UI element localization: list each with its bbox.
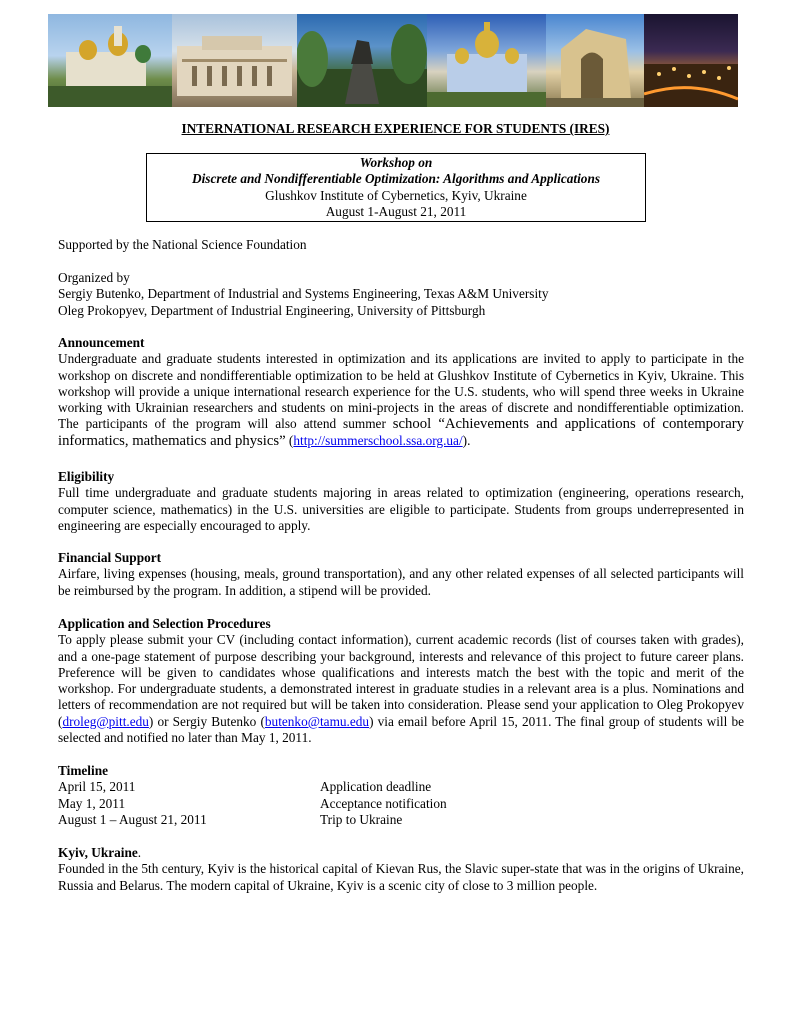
timeline-event: Acceptance notification (320, 795, 447, 811)
st-michael-monastery-photo (427, 14, 546, 107)
opera-house-photo (172, 14, 297, 107)
monument-photo (297, 14, 427, 107)
timeline-date: April 15, 2011 (58, 779, 136, 795)
timeline-row (58, 812, 744, 828)
timeline-event: Trip to Ukraine (320, 811, 403, 827)
eligibility-text: Full time undergraduate and graduate students majoring in areas related to optimization (engineering, operations research, computer science, mathematics) in the U.S. universities are eligible to participate. Students from groups underrepresented in engineering are especially encouraged to apply. (58, 485, 744, 533)
financial-support-text: Airfare, living expenses (housing, meals, ground transportation), and any other related expenses of all selected participants will be reimbursed by the program. In addition, a stipend will be provided. (58, 566, 744, 598)
summer-school-link[interactable]: http://summerschool.ssa.org.ua/ (293, 432, 463, 448)
kyiv-section (58, 845, 744, 894)
eligibility-heading: Eligibility (58, 469, 115, 484)
night-city-photo (644, 14, 738, 107)
organizer-butenko: Sergiy Butenko, Department of Industrial and Systems Engineering, Texas A&M University (58, 286, 549, 302)
application-heading: Application and Selection Procedures (58, 616, 271, 631)
announcement-section (58, 335, 744, 449)
kyiv-heading-line: Kyiv, Ukraine. (58, 845, 142, 860)
workshop-title: Discrete and Nondifferentiable Optimization: Algorithms and Applications (191, 171, 601, 187)
golden-gate-photo (546, 14, 644, 107)
email-link-prokopyev[interactable]: droleg@pitt.edu (62, 713, 149, 729)
timeline-section (58, 763, 744, 828)
kyiv-lavra-photo (48, 14, 172, 107)
support-line: Supported by the National Science Foundation (58, 237, 307, 252)
workshop-dates: August 1-August 21, 2011 (325, 203, 467, 219)
workshop-location: Glushkov Institute of Cybernetics, Kyiv, Ukraine (265, 187, 527, 203)
announcement-heading: Announcement (58, 335, 145, 350)
timeline-row (58, 779, 744, 795)
email-link-butenko[interactable]: butenko@tamu.edu (264, 713, 370, 729)
timeline-date: August 1 – August 21, 2011 (58, 811, 207, 827)
summer-school-name: school “Achievements and applications of contemporary informatics, mathematics and physics” (58, 416, 744, 449)
organizer-prokopyev: Oleg Prokopyev, Department of Industrial Engineering, University of Pittsburgh (58, 302, 486, 318)
application-text: To apply please submit your CV (including contact information), current academic records (list of courses taken with grades), and a one-page statement of purpose describing your background, interests and relevance of this project to future career plans. Preference will be given to candidates whose qualifications and interests match the best with the topic and merit of the workshop. For undergraduate students, a demonstrated interest in graduate studies in a relevant area is a plus. Nominations and letters of recommendation are not required but will be taken into consideration. Please send your application to Oleg Prokopyev (droleg@pitt.edu) or Sergiy Butenko (butenko@tamu.edu) via email before April 15, 2011. The final group of students will be selected and notified no later than May 1, 2011. (58, 632, 745, 746)
timeline-row (58, 796, 744, 812)
timeline-event: Application deadline (320, 779, 432, 795)
kyiv-text: Founded in the 5th century, Kyiv is the historical capital of Kievan Rus, the Slavic super-state that was in the origins of Ukraine, Russia and Belarus. The modern capital of Ukraine, Kyiv is a scenic city of close to 3 million people. (58, 861, 744, 893)
financial-support-section (58, 550, 744, 599)
workshop-label: Workshop on (359, 155, 433, 170)
workshop-info-box (146, 153, 646, 222)
application-section (58, 616, 744, 746)
header-photo-banner (48, 14, 738, 107)
eligibility-section (58, 469, 744, 534)
announcement-text: Undergraduate and graduate students interested in optimization and its applications are invited to apply to participate in the workshop on discrete and nondifferentiable optimization to be held at Glushkov Institute of Cybernetics in Kyiv, Ukraine. This workshop will provide a unique international research experience for the U.S. students, who will spend three weeks in Ukraine working with Ukrainian researchers and students on mini-projects in the areas of discrete and nondifferentiable optimization. The participants of the program will also attend summer school “Achievements and applications of contemporary informatics, mathematics and physics” (http://summerschool.ssa.org.ua/). (58, 351, 744, 449)
organizers-section (58, 270, 744, 319)
organizers-heading: Organized by (58, 270, 130, 285)
page-title: INTERNATIONAL RESEARCH EXPERIENCE FOR STUDENTS (IRES) (181, 121, 610, 136)
timeline-date: May 1, 2011 (58, 795, 126, 811)
timeline-heading: Timeline (58, 763, 108, 778)
financial-support-heading: Financial Support (58, 550, 162, 565)
kyiv-heading: Kyiv, Ukraine (58, 845, 138, 860)
